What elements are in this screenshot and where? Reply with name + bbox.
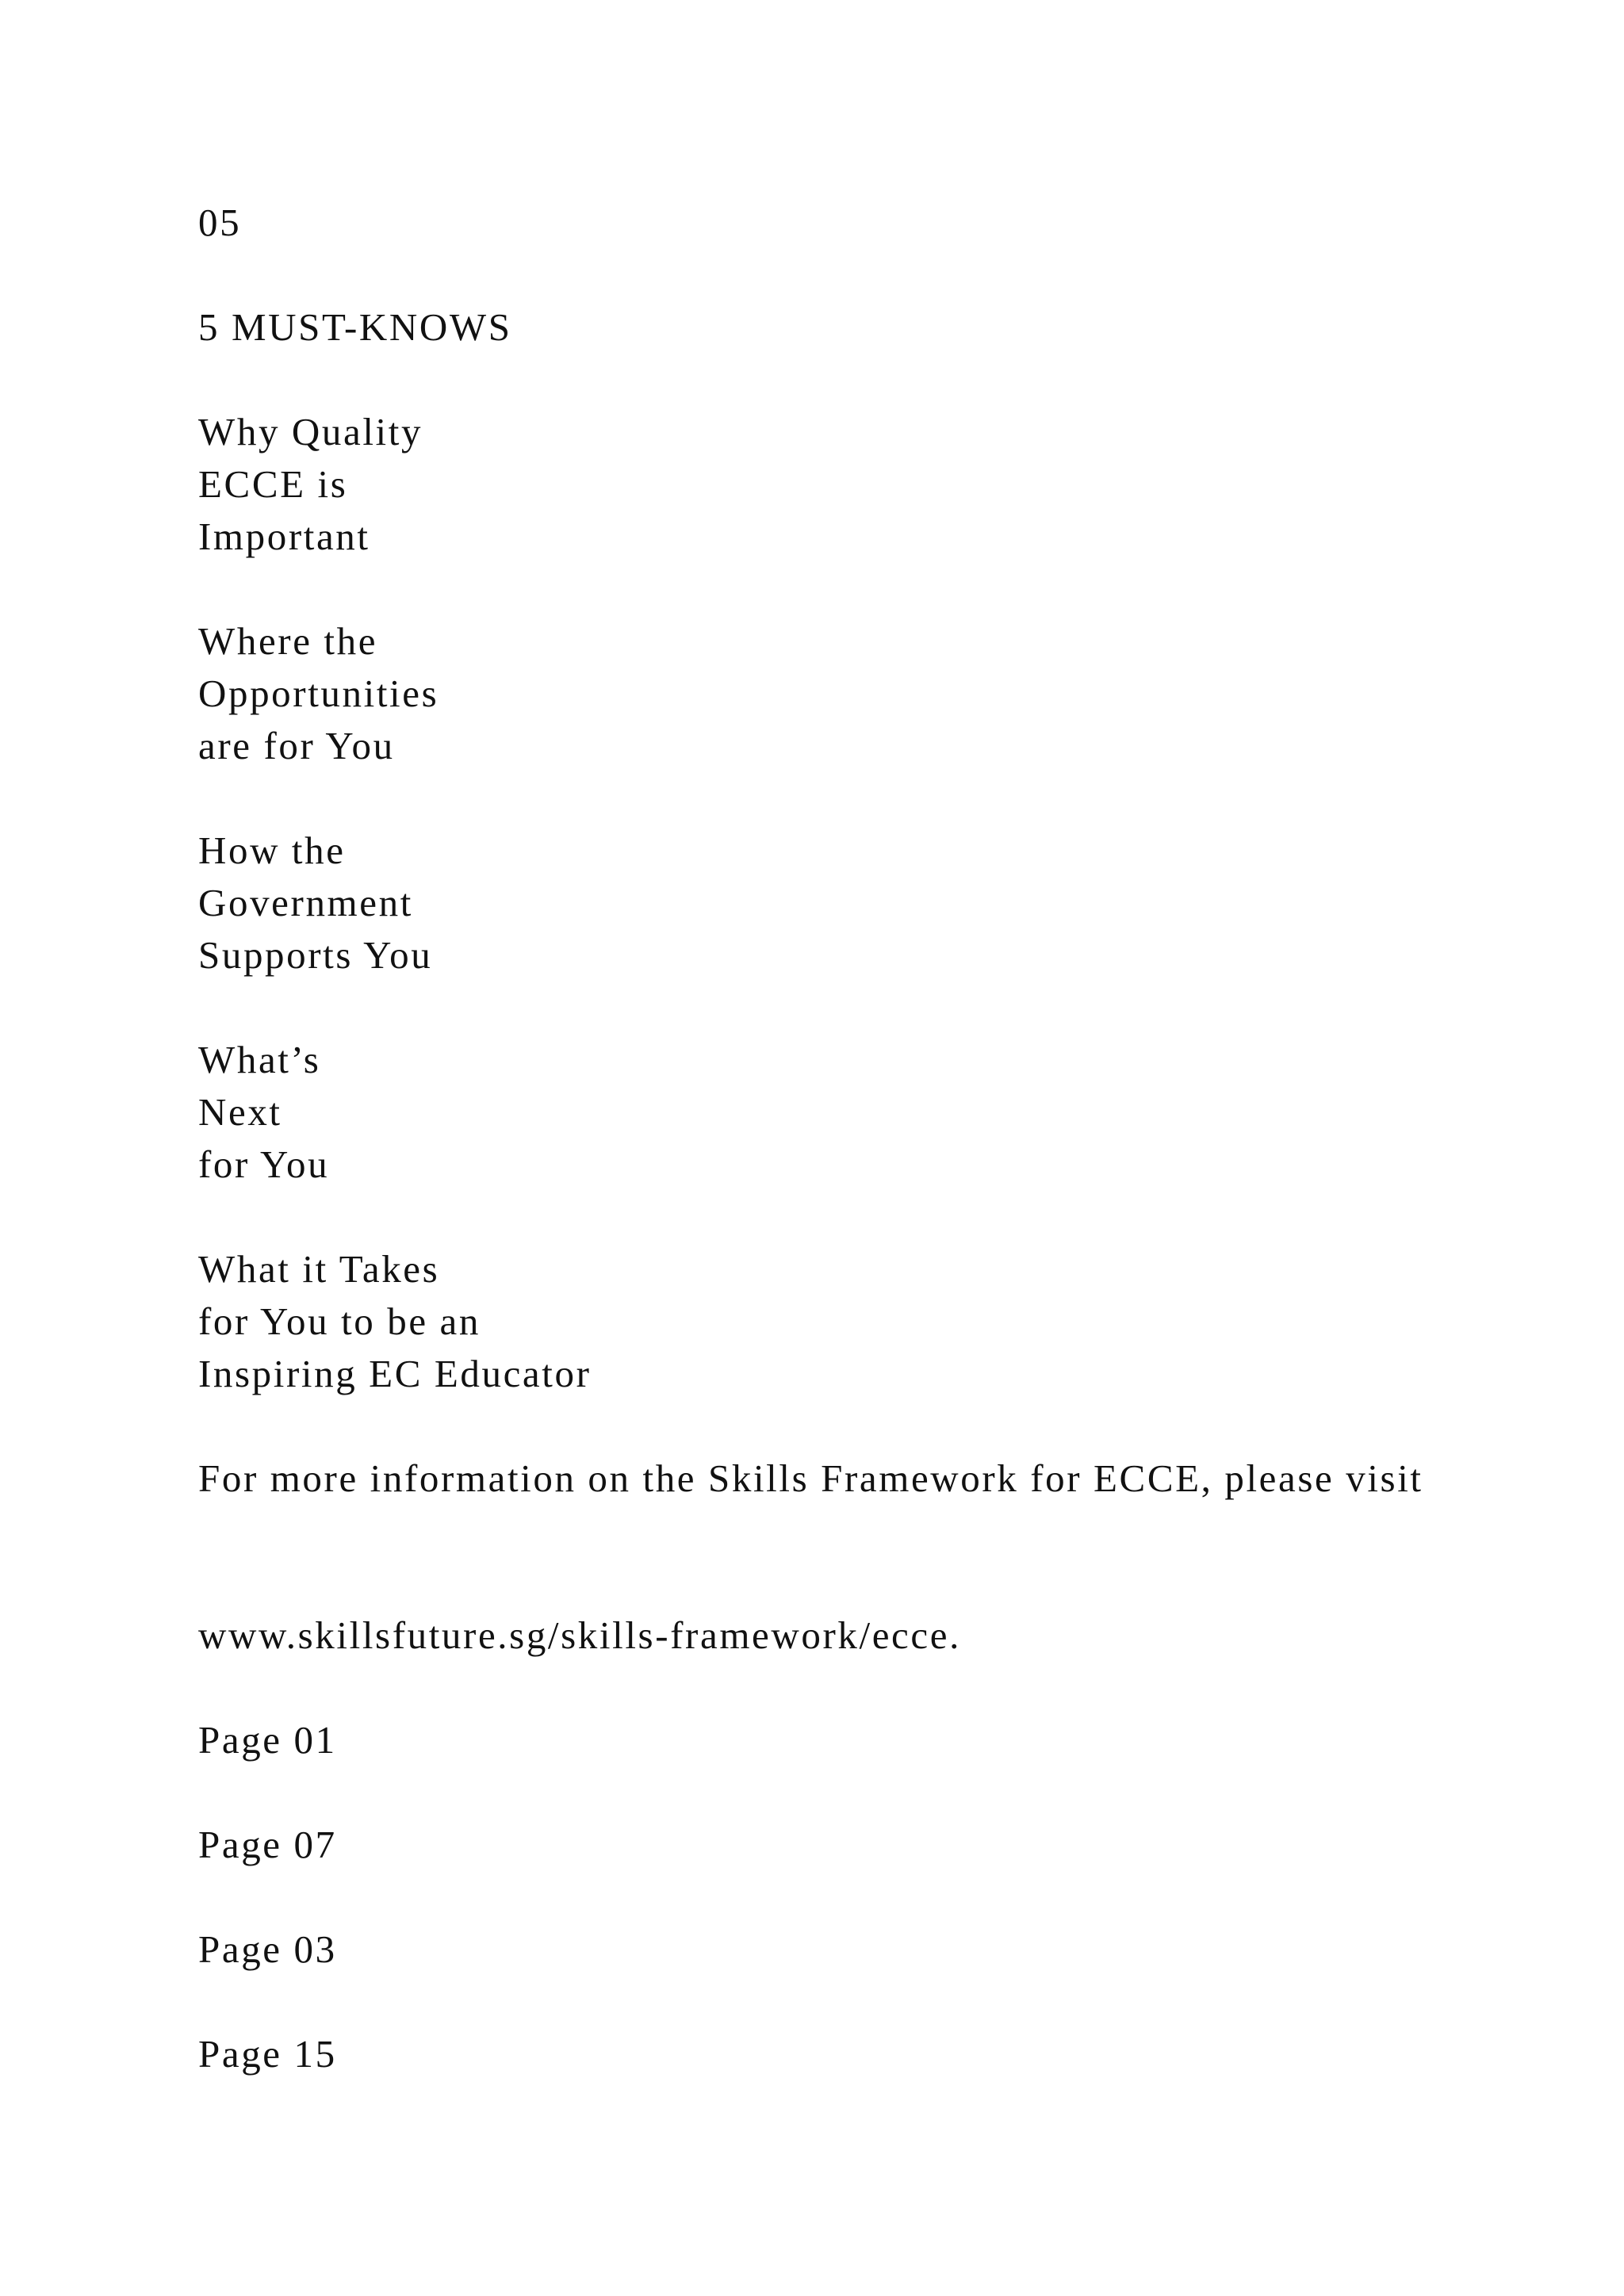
page-reference: Page 01 [198, 1718, 337, 1762]
must-know-line: Government [198, 881, 413, 924]
page-reference: Page 15 [198, 2032, 337, 2076]
must-know-line: Why Quality [198, 410, 423, 453]
page-number: 05 [198, 201, 242, 244]
must-know-item [198, 1243, 592, 1400]
must-know-item [198, 1034, 329, 1191]
must-know-line: Inspiring EC Educator [198, 1352, 592, 1395]
info-text: For more information on the Skills Framework for ECCE, please visit [198, 1456, 1423, 1500]
must-know-line: for You [198, 1142, 330, 1186]
must-know-item [198, 406, 423, 563]
must-know-line: are for You [198, 724, 395, 767]
section-heading: 5 MUST-KNOWS [198, 305, 512, 349]
must-know-line: Next [198, 1090, 282, 1134]
document-page [198, 0, 1546, 2296]
must-know-line: Important [198, 515, 370, 558]
page-reference: Page 07 [198, 1823, 337, 1866]
must-know-line: Supports You [198, 933, 433, 977]
must-know-line: Opportunities [198, 672, 439, 715]
must-know-line: for You to be an [198, 1299, 481, 1343]
must-know-line: What it Takes [198, 1247, 440, 1291]
must-know-line: Where the [198, 619, 378, 663]
must-know-line: ECCE is [198, 462, 348, 506]
page-reference: Page 03 [198, 1927, 337, 1971]
must-know-line: How the [198, 828, 346, 872]
must-know-line: What’s [198, 1038, 321, 1081]
must-know-item [198, 825, 432, 982]
must-know-item [198, 615, 439, 772]
framework-link[interactable]: www.skillsfuture.sg/skills-framework/ecce. [198, 1613, 961, 1657]
